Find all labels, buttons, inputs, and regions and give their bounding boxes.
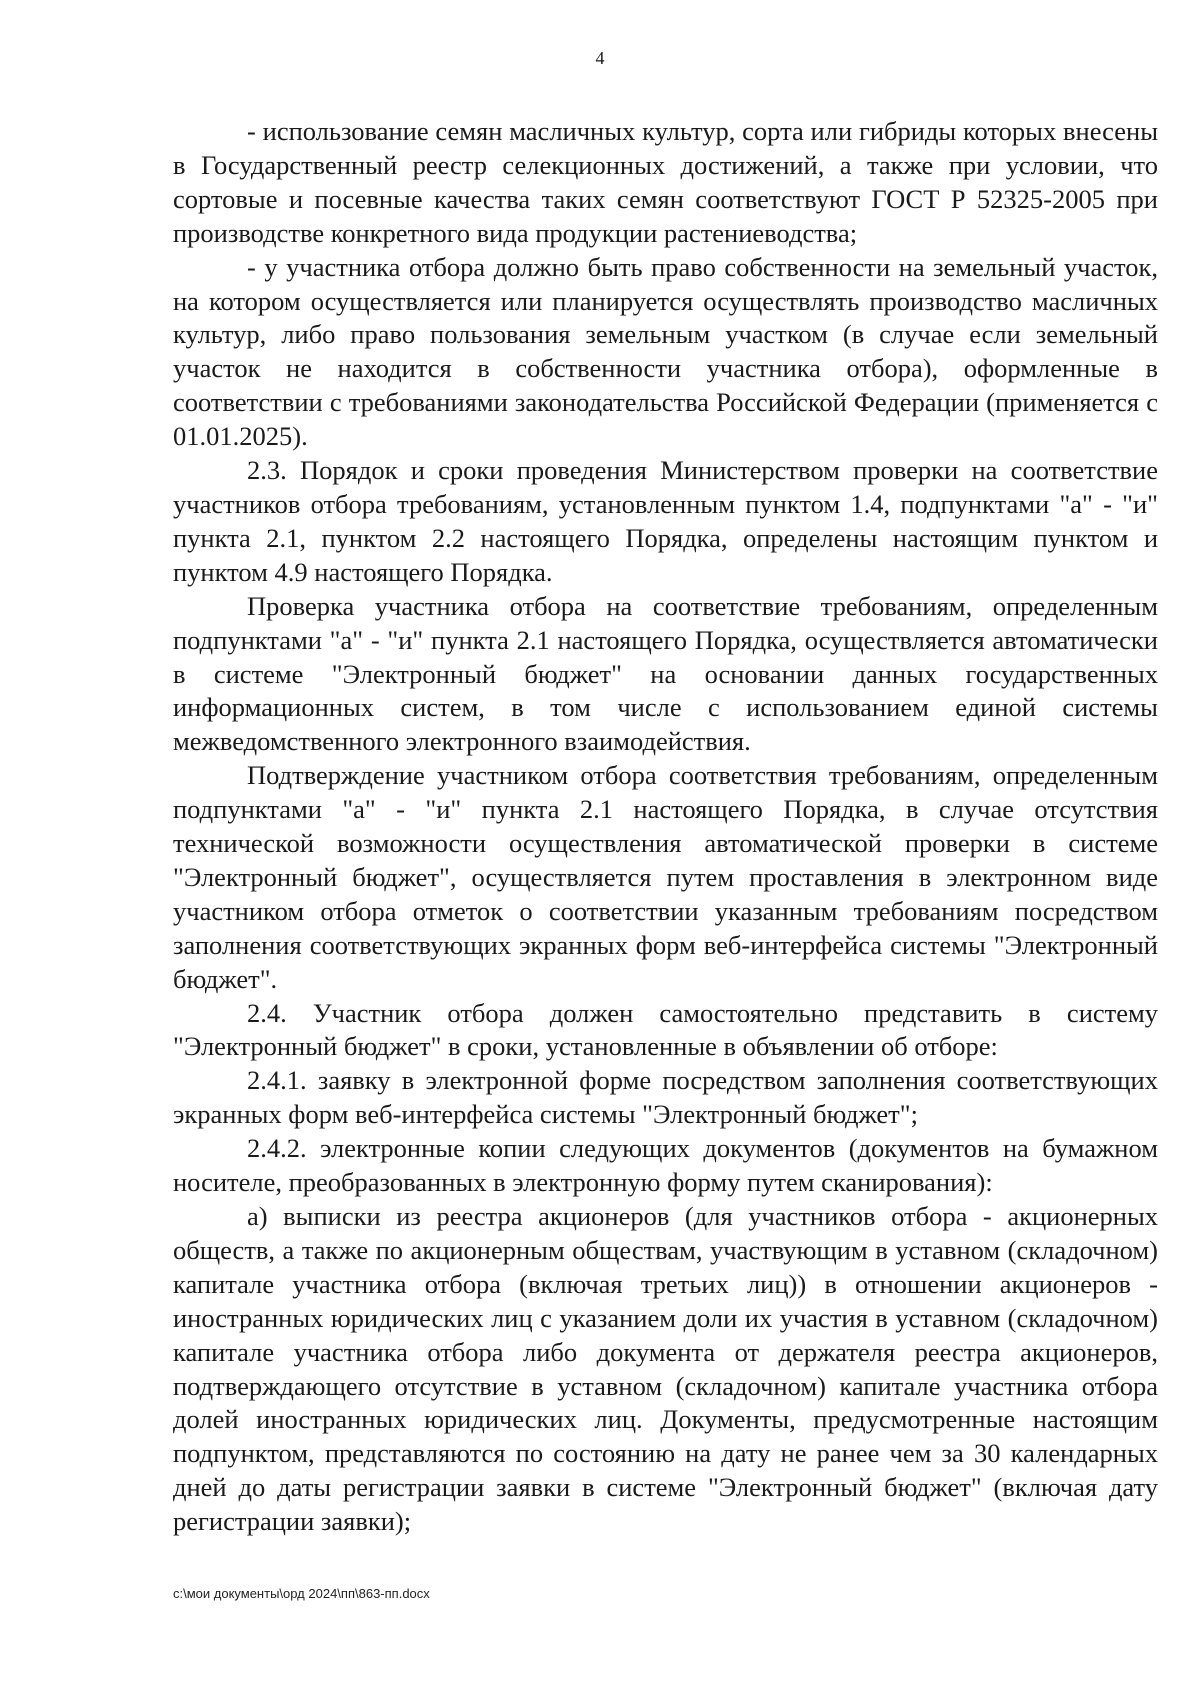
document-body <box>173 115 1158 1539</box>
page-number: 4 <box>595 48 605 68</box>
paragraph-2-4-submission: 2.4. Участник отбора должен самостоятельно представить в систему "Электронный бюджет" в сроки, установленные в объявлении об отборе: <box>173 997 1158 1062</box>
paragraph-land-ownership: - у участника отбора должно быть право собственности на земельный участок, на котором осуществляется или планируется осуществлять производство масличных культур, либо право пользования земельным участком (в случае если земельный участок не находится в собственности участника отбора), оформленные в соответствии с требованиями законодательства Российской Федерации (применяется с 01.01.2025). <box>173 251 1158 452</box>
paragraph-2-4-2-electronic-copies: 2.4.2. электронные копии следующих документов (документов на бумажном носителе, преобразованных в электронную форму путем сканирования): <box>173 1133 1158 1198</box>
footer-file-path: c:\мои документы\орд 2024\пп\863-пп.docx <box>173 1586 430 1601</box>
paragraph-manual-confirmation: Подтверждение участником отбора соответствия требованиям, определенным подпунктами "а" - "и" пункта 2.1 настоящего Порядка, в случае отсутствия технической возможности осуществления автоматической проверки в системе "Электронный бюджет", осуществляется путем проставления в электронном виде участником отбора отметок о соответствии указанным требованиям посредством заполнения соответствующих экранных форм веб-интерфейса системы "Электронный бюджет". <box>173 760 1158 994</box>
paragraph-2-4-1-application: 2.4.1. заявку в электронной форме посредством заполнения соответствующих экранных форм веб-интерфейса системы "Электронный бюджет"; <box>173 1065 1158 1130</box>
paragraph-a-shareholder-register: а) выписки из реестра акционеров (для участников отбора - акционерных обществ, а также по акционерным обществам, участвующим в уставном (складочном) капитале участника отбора (включая третьих лиц)) в отношении акционеров - иностранных юридических лиц с указанием доли их участия в уставном (складочном) капитале участника отбора либо документа от держателя реестра акционеров, подтверждающего отсутствие в уставном (складочном) капитале участника отбора долей иностранных юридических лиц. Документы, предусмотренные настоящим подпунктом, представляются по состоянию на дату не ранее чем за 30 календарных дней до даты регистрации заявки в системе "Электронный бюджет" (включая дату регистрации заявки); <box>173 1201 1158 1537</box>
paragraph-automatic-check: Проверка участника отбора на соответствие требованиям, определенным подпунктами "а" - "и" пункта 2.1 настоящего Порядка, осуществляется автоматически в системе "Электронный бюджет" на основании данных государственных информационных систем, в том числе с использованием единой системы межведомственного электронного взаимодействия. <box>173 590 1158 757</box>
paragraph-oilseed-varieties: - использование семян масличных культур, сорта или гибриды которых внесены в Государственный реестр селекционных достижений, а также при условии, что сортовые и посевные качества таких семян соответствуют ГОСТ Р 52325-2005 при производстве конкретного вида продукции растениеводства; <box>173 116 1158 248</box>
paragraph-2-3-check-procedure: 2.3. Порядок и сроки проведения Министерством проверки на соответствие участников отбора требованиям, установленным пунктом 1.4, подпунктами "а" - "и" пункта 2.1, пунктом 2.2 настоящего Порядка, определены настоящим пунктом и пунктом 4.9 настоящего Порядка. <box>173 455 1158 587</box>
